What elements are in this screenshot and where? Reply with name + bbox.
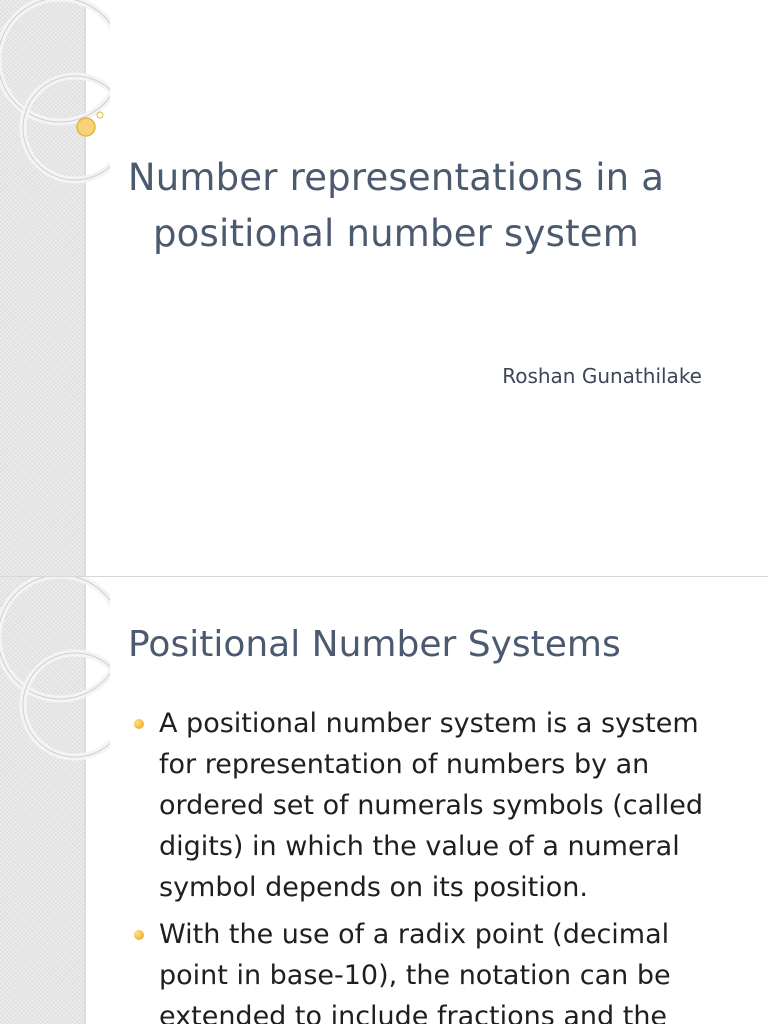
bullet-item [134, 703, 734, 908]
bullet-line: symbol depends on its position. [159, 872, 588, 903]
bullet-dot-icon [134, 719, 144, 729]
bullet-line: A positional number system is a system [159, 708, 699, 739]
bullet-line: for representation of numbers by an [159, 749, 650, 780]
circles-decoration-icon [0, 0, 110, 200]
slide-title-line-2: positional number system [153, 212, 639, 255]
bullet-dot-icon [134, 930, 144, 940]
circles-decoration-icon [0, 577, 110, 777]
bullet-line: digits) in which the value of a numeral [159, 831, 680, 862]
bullet-line: point in base-10), the notation can be [159, 960, 671, 991]
bullet-line: extended to include fractions and the [159, 1001, 668, 1024]
slide-title [96, 150, 696, 262]
slide-heading: Positional Number Systems [128, 624, 621, 665]
content-slide [0, 577, 768, 1024]
bullet-line: With the use of a radix point (decimal [159, 919, 670, 950]
bullet-item [134, 914, 734, 1024]
bullet-line: ordered set of numerals symbols (called [159, 790, 703, 821]
bullet-list [134, 703, 734, 1024]
slide-title-line-1: Number representations in a [127, 156, 665, 199]
author-name: Roshan Gunathilake [502, 364, 702, 388]
